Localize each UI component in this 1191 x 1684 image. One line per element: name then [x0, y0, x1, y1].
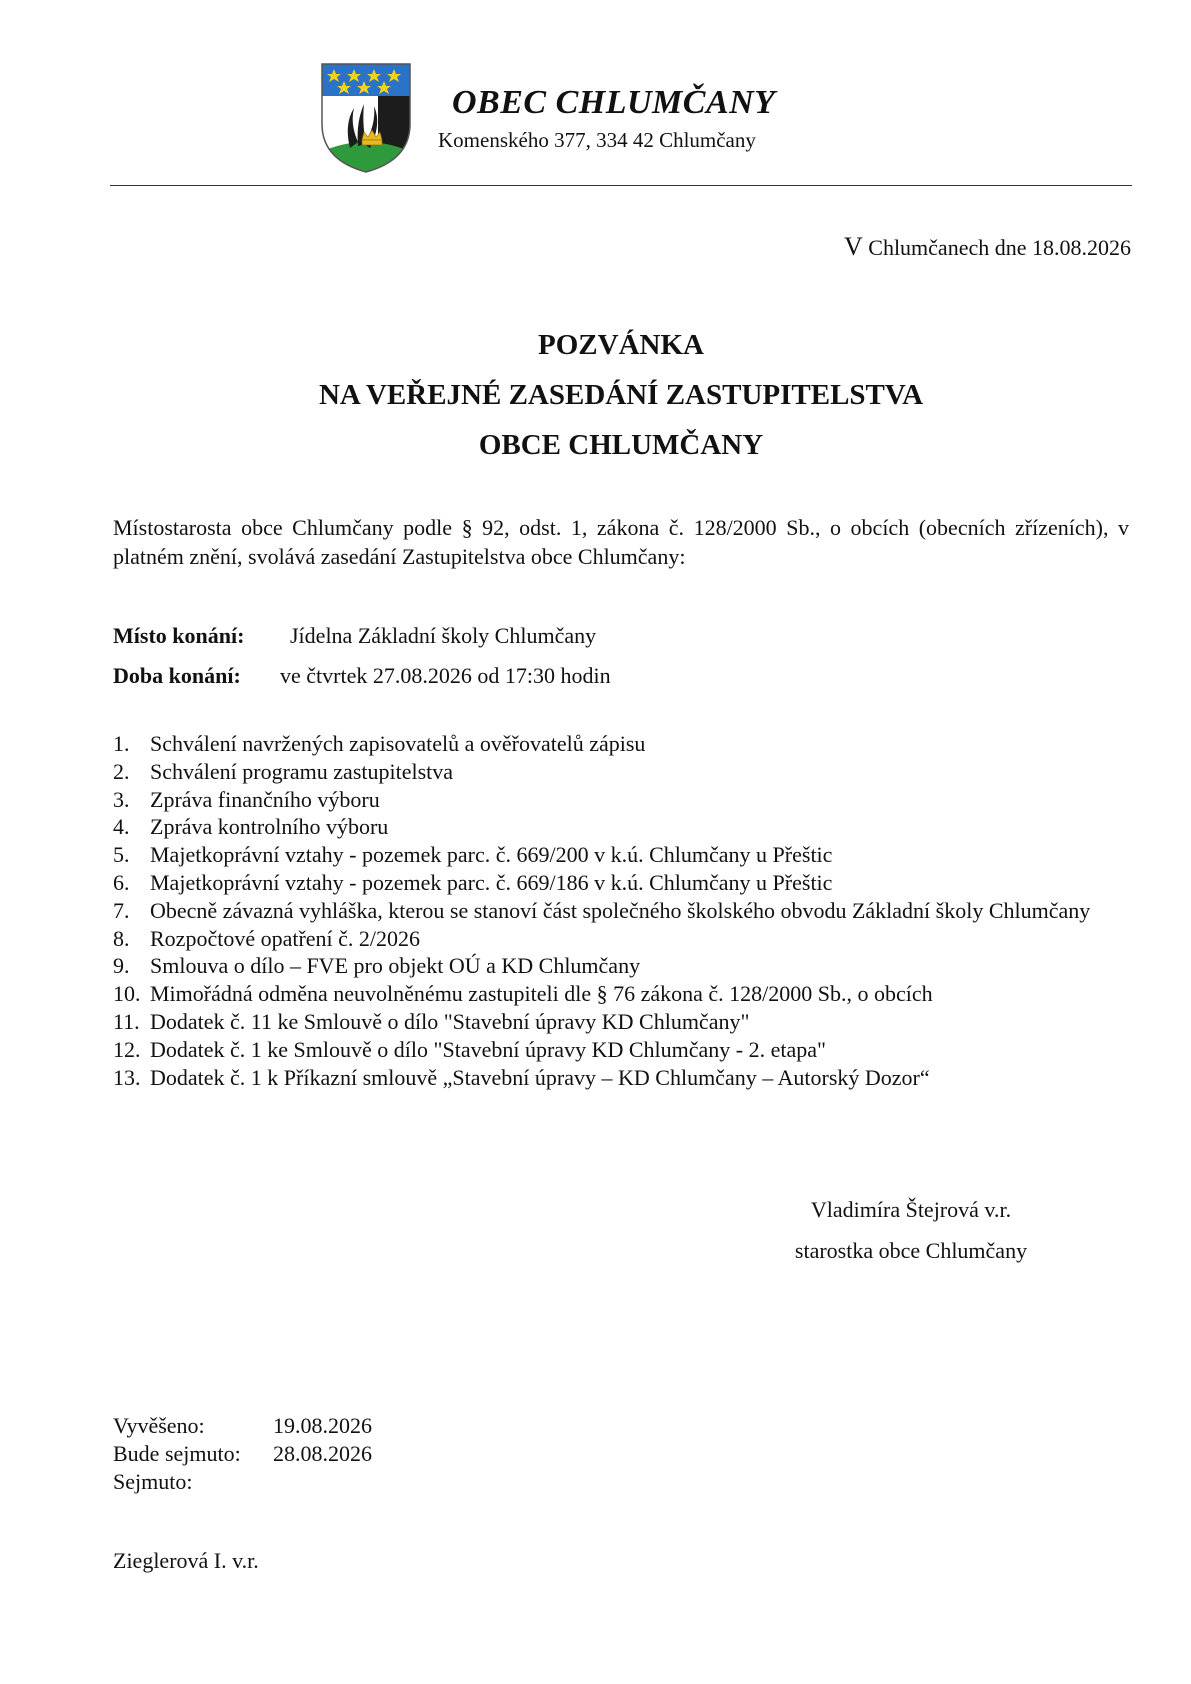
- agenda-item-number: 9.: [113, 953, 130, 979]
- title-line-2: NA VEŘEJNÉ ZASEDÁNÍ ZASTUPITELSTVA: [318, 379, 924, 411]
- agenda-item-text: Schválení programu zastupitelstva: [150, 758, 454, 784]
- coat-of-arms-icon: [318, 62, 414, 174]
- removed-label: Sejmuto:: [113, 1468, 193, 1494]
- agenda-item: [113, 1064, 1133, 1092]
- posted-row: [113, 1412, 372, 1440]
- agenda-item-text: Majetkoprávní vztahy - pozemek parc. č. 669/200 v k.ú. Chlumčany u Přeštic: [150, 842, 833, 868]
- agenda-item: [113, 1036, 1133, 1064]
- removed-row: [113, 1468, 241, 1496]
- agenda-item-number: 7.: [113, 897, 130, 923]
- agenda-item-number: 10.: [113, 981, 141, 1007]
- agenda-item-text: Schválení navržených zapisovatelů a ověřovatelů zápisu: [150, 731, 646, 756]
- organization-address: Komenského 377, 334 42 Chlumčany: [438, 128, 756, 152]
- agenda-item: [113, 869, 1133, 897]
- agenda-item-text: Dodatek č. 1 k Příkazní smlouvě „Stavební úpravy – KD Chlumčany – Autorský Dozor“: [150, 1064, 930, 1090]
- agenda-item-text: Smlouva o dílo – FVE pro objekt OÚ a KD Chlumčany: [150, 953, 641, 979]
- meeting-time-label: Doba konání:: [113, 663, 241, 688]
- agenda-item-text: Majetkoprávní vztahy - pozemek parc. č. 669/186 v k.ú. Chlumčany u Přeštic: [150, 869, 833, 895]
- agenda-item-text: Obecně závazná vyhláška, kterou se stanoví část společného školského obvodu Základní školy Chlumčany: [150, 897, 1091, 923]
- agenda-item: [113, 952, 1133, 980]
- agenda-item: [113, 786, 1133, 814]
- agenda-item-text: Zpráva finančního výboru: [150, 786, 380, 812]
- agenda-item: [113, 841, 1133, 869]
- agenda-item-number: 3.: [113, 786, 130, 812]
- agenda-item: [113, 980, 1133, 1008]
- agenda-item-number: 5.: [113, 842, 130, 868]
- posting-info: [113, 1412, 372, 1495]
- document-date: [844, 232, 1131, 262]
- meeting-time-value: ve čtvrtek 27.08.2026 od 17:30 hodin: [280, 663, 611, 688]
- removal-label: Bude sejmuto:: [113, 1440, 241, 1466]
- title-line-1: POZVÁNKA: [538, 329, 704, 361]
- removal-value: 28.08.2026: [273, 1440, 372, 1466]
- meeting-place: [113, 623, 597, 649]
- date-text: Chlumčanech dne 18.08.2026: [868, 235, 1131, 260]
- agenda-item: [113, 730, 1133, 758]
- meeting-place-value: Jídelna Základní školy Chlumčany: [290, 623, 597, 648]
- organization-name: OBEC CHLUMČANY: [452, 84, 776, 121]
- agenda-item-number: 13.: [113, 1064, 141, 1090]
- header-divider: [110, 185, 1132, 186]
- agenda-item-number: 6.: [113, 869, 130, 895]
- meeting-place-label: Místo konání:: [113, 623, 245, 648]
- date-prefix: V: [843, 232, 863, 261]
- agenda-item: [113, 813, 1133, 841]
- agenda-item-number: 12.: [113, 1036, 141, 1062]
- agenda-list: [113, 730, 1133, 1091]
- signature-name: Vladimíra Štejrová v.r.: [810, 1197, 1012, 1222]
- agenda-item-text: Zpráva kontrolního výboru: [150, 814, 389, 840]
- agenda-item-number: 2.: [113, 758, 130, 784]
- intro-paragraph: Místostarosta obce Chlumčany podle § 92, odst. 1, zákona č. 128/2000 Sb., o obcích (obecních zřízeních), v platném znění, svolává zasedání Zastupitelstva obce Chlumčany:: [113, 515, 1129, 569]
- agenda-item-number: 4.: [113, 814, 130, 840]
- agenda-item-text: Dodatek č. 1 ke Smlouvě o dílo "Stavební úpravy KD Chlumčany - 2. etapa": [150, 1036, 826, 1062]
- title-line-3: OBCE CHLUMČANY: [478, 429, 764, 461]
- agenda-item-text: Rozpočtové opatření č. 2/2026: [150, 925, 421, 951]
- agenda-item-number: 8.: [113, 925, 130, 951]
- document-title: [110, 320, 1132, 470]
- agenda-item: [113, 758, 1133, 786]
- agenda-item: [113, 897, 1133, 925]
- agenda-item-text: Dodatek č. 11 ke Smlouvě o dílo "Stavební úpravy KD Chlumčany": [150, 1008, 750, 1034]
- agenda-item-number: 11.: [113, 1008, 140, 1034]
- meeting-time: [113, 663, 611, 689]
- agenda-item: [113, 1008, 1133, 1036]
- agenda-item: [113, 925, 1133, 953]
- clerk-signature: Zieglerová I. v.r.: [113, 1548, 259, 1573]
- agenda-item-text: Mimořádná odměna neuvolněnému zastupiteli dle § 76 zákona č. 128/2000 Sb., o obcích: [150, 981, 933, 1007]
- posted-value: 19.08.2026: [273, 1413, 372, 1438]
- posted-label: Vyvěšeno:: [113, 1413, 205, 1438]
- signature-role: starostka obce Chlumčany: [794, 1238, 1028, 1263]
- agenda-item-number: 1.: [113, 731, 130, 756]
- removal-row: [113, 1440, 372, 1468]
